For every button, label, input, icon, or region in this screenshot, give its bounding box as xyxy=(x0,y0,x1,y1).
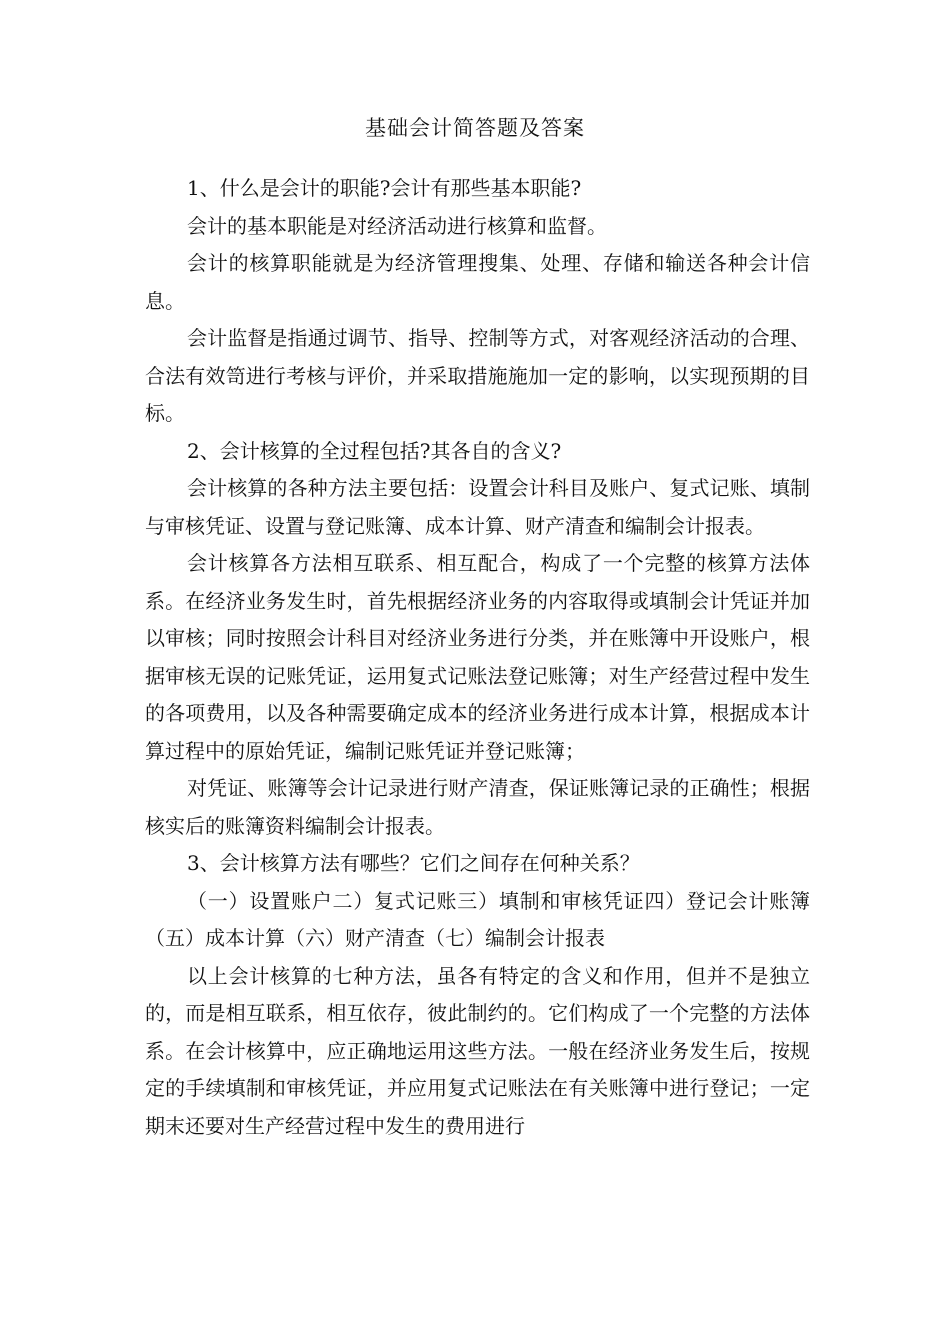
answer-2-paragraph-3: 对凭证、账簿等会计记录进行财产清查，保证账簿记录的正确性；根据核实后的账簿资料编制会计报表。 xyxy=(145,776,810,838)
answer-1-paragraph-3: 会计监督是指通过调节、指导、控制等方式，对客观经济活动的合理、合法有效笥进行考核与评价，并采取措施施加一定的影响，以实现预期的目标。 xyxy=(145,326,810,425)
answer-2-paragraph-1: 会计核算的各种方法主要包括：设置会计科目及账户、复式记账、填制与审核凭证、设置与登记账簿、成本计算、财产清查和编制会计报表。 xyxy=(145,476,810,538)
document-title: 基础会计简答题及答案 xyxy=(365,116,585,140)
answer-2-paragraph-2: 会计核算各方法相互联系、相互配合，构成了一个完整的核算方法体系。在经济业务发生时，首先根据经济业务的内容取得或填制会计凭证并加以审核；同时按照会计科目对经济业务进行分类，并在账簿中开设账户，根据审核无误的记账凭证，运用复式记账法登记账簿；对生产经营过程中发生的各项费用，以及各种需要确定成本的经济业务进行成本计算，根据成本计算过程中的原始凭证，编制记账凭证并登记账簿； xyxy=(145,551,810,763)
document-body xyxy=(145,170,810,1145)
question-3-heading: 3、会计核算方法有哪些？它们之间存在何种关系？ xyxy=(187,851,640,875)
answer-3-paragraph-2: 以上会计核算的七种方法，虽各有特定的含义和作用，但并不是独立的，而是相互联系，相互依存，彼此制约的。它们构成了一个完整的方法体系。在会计核算中，应正确地运用这些方法。一般在经济业务发生后，按规定的手续填制和审核凭证，并应用复式记账法在有关账簿中进行登记；一定期末还要对生产经营过程中发生的费用进行 xyxy=(145,963,810,1138)
question-1-heading: 1、什么是会计的职能?会计有那些基本职能? xyxy=(187,176,582,200)
question-2-heading: 2、会计核算的全过程包括?其各自的含义? xyxy=(187,438,562,463)
answer-3-paragraph-1: （一）设置账户二）复式记账三）填制和审核凭证四）登记会计账簿（五）成本计算（六）财产清查（七）编制会计报表 xyxy=(145,888,810,950)
answer-1-paragraph-2: 会计的核算职能就是为经济管理搜集、处理、存储和输送各种会计信息。 xyxy=(145,251,810,313)
answer-1-paragraph-1: 会计的基本职能是对经济活动进行核算和监督。 xyxy=(187,213,607,238)
